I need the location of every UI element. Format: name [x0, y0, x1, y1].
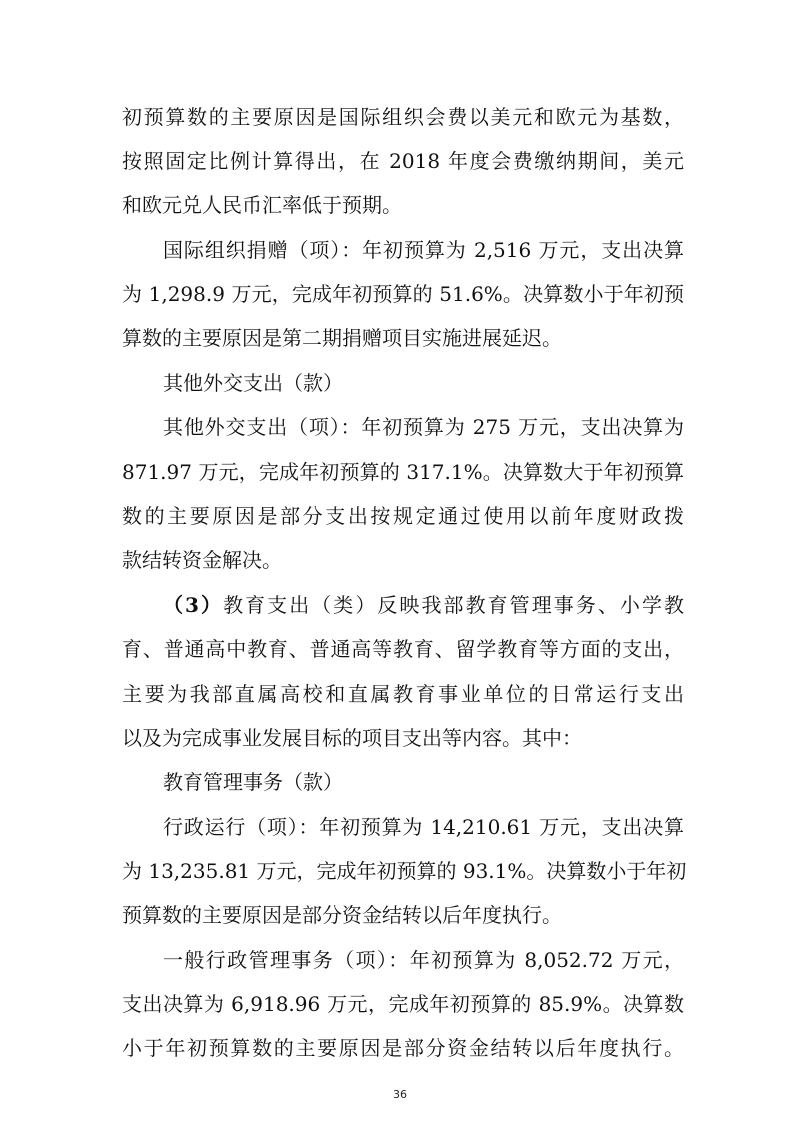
paragraph-1-line-2: 按照固定比例计算得出，在 2018 年度会费缴纳期间，美元 [122, 149, 684, 173]
paragraph-3-line-1: 其他外交支出（项）：年初预算为 275 万元，支出决算为 [163, 415, 684, 439]
heading-other-foreign-affairs: 其他外交支出（款） [163, 371, 343, 395]
paragraph-1-line-3: 和欧元兑人民币汇率低于预期。 [122, 193, 402, 217]
paragraph-4-line-3: 主要为我部直属高校和直属教育事业单位的日常运行支出 [122, 682, 684, 706]
paragraph-4-line-1 [163, 593, 684, 617]
paragraph-5-line-1: 行政运行（项）：年初预算为 14,210.61 万元，支出决算 [163, 815, 684, 839]
paragraph-4-line-4: 以及为完成事业发展目标的项目支出等内容。其中： [122, 726, 582, 750]
page-number: 36 [393, 1088, 407, 1101]
paragraph-6-line-2: 支出决算为 6,918.96 万元，完成年初预算的 85.9%。决算数 [122, 992, 684, 1016]
paragraph-2-line-3: 算数的主要原因是第二期捐赠项目实施进展延迟。 [122, 326, 562, 350]
paragraph-2-line-1: 国际组织捐赠（项）：年初预算为 2,516 万元，支出决算 [163, 238, 684, 262]
paragraph-3-line-4: 款结转资金解决。 [122, 548, 282, 572]
paragraph-1-line-1: 初预算数的主要原因是国际组织会费以美元和欧元为基数， [122, 105, 684, 129]
heading-education-management: 教育管理事务（款） [163, 770, 343, 794]
paragraph-5-line-3: 预算数的主要原因是部分资金结转以后年度执行。 [122, 903, 562, 927]
paragraph-5-line-2: 为 13,235.81 万元，完成年初预算的 93.1%。决算数小于年初 [122, 859, 687, 883]
paragraph-3-line-2: 871.97 万元，完成年初预算的 317.1%。决算数大于年初预算 [122, 460, 684, 484]
paragraph-3-line-3: 数的主要原因是部分支出按规定通过使用以前年度财政拨 [122, 504, 684, 528]
paragraph-6-line-1: 一般行政管理事务（项）：年初预算为 8,052.72 万元， [163, 948, 684, 972]
paragraph-2-line-2: 为 1,298.9 万元，完成年初预算的 51.6%。决算数小于年初预 [122, 282, 684, 306]
paragraph-6-line-3: 小于年初预算数的主要原因是部分资金结转以后年度执行。 [122, 1036, 684, 1060]
section-number: （3） [163, 593, 224, 617]
paragraph-4-line-2: 育、普通高中教育、普通高等教育、留学教育等方面的支出， [122, 637, 684, 661]
paragraph-4-line-1-text: 教育支出（类）反映我部教育管理事务、小学教 [223, 593, 684, 617]
